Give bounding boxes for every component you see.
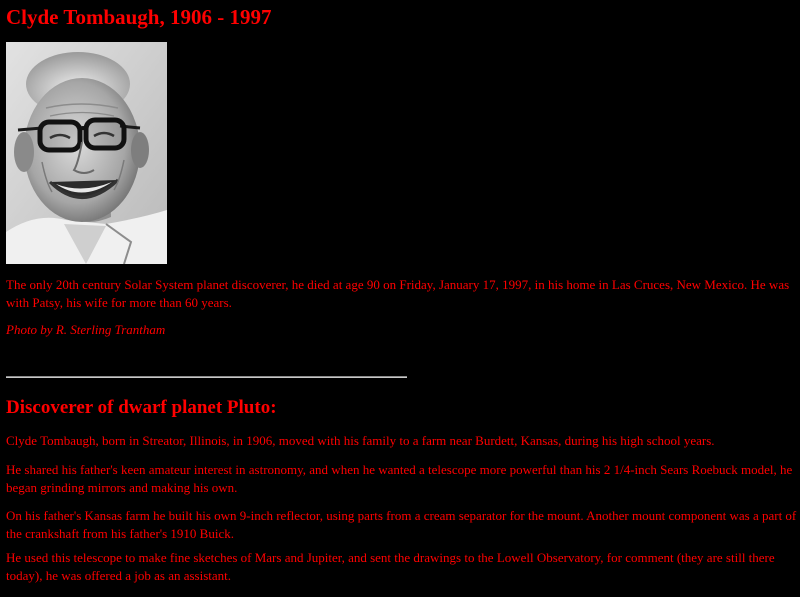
- page-title: Clyde Tombaugh, 1906 - 1997: [6, 5, 272, 29]
- intro-paragraph: The only 20th century Solar System planet discoverer, he died at age 90 on Friday, January 17, 1997, in his home in Las Cruces, New Mexico. He was with Patsy, his wife for more than 60 years.: [6, 277, 790, 310]
- body-paragraph: He used this telescope to make fine sketches of Mars and Jupiter, and sent the drawings to the Lowell Observatory, for comment (they are still there today), he was offered a job as an assistant.: [6, 550, 775, 583]
- portrait-photo: [6, 42, 167, 264]
- body-paragraph: He shared his father's keen amateur interest in astronomy, and when he wanted a telescope more powerful than his 2 1/4-inch Sears Roebuck model, he began grinding mirrors and making his own.: [6, 462, 793, 495]
- section-heading: Discoverer of dwarf planet Pluto:: [6, 397, 277, 418]
- photo-credit: Photo by R. Sterling Trantham: [6, 322, 166, 337]
- horizontal-divider: [6, 376, 407, 378]
- body-paragraph: Clyde Tombaugh, born in Streator, Illinois, in 1906, moved with his family to a farm near Burdett, Kansas, during his high school years.: [6, 433, 715, 448]
- portrait-photo-image: [6, 42, 167, 264]
- body-paragraph: On his father's Kansas farm he built his own 9-inch reflector, using parts from a cream separator for the mount. Another mount component was a part of the crankshaft from his father's 1910 Buick.: [6, 508, 797, 541]
